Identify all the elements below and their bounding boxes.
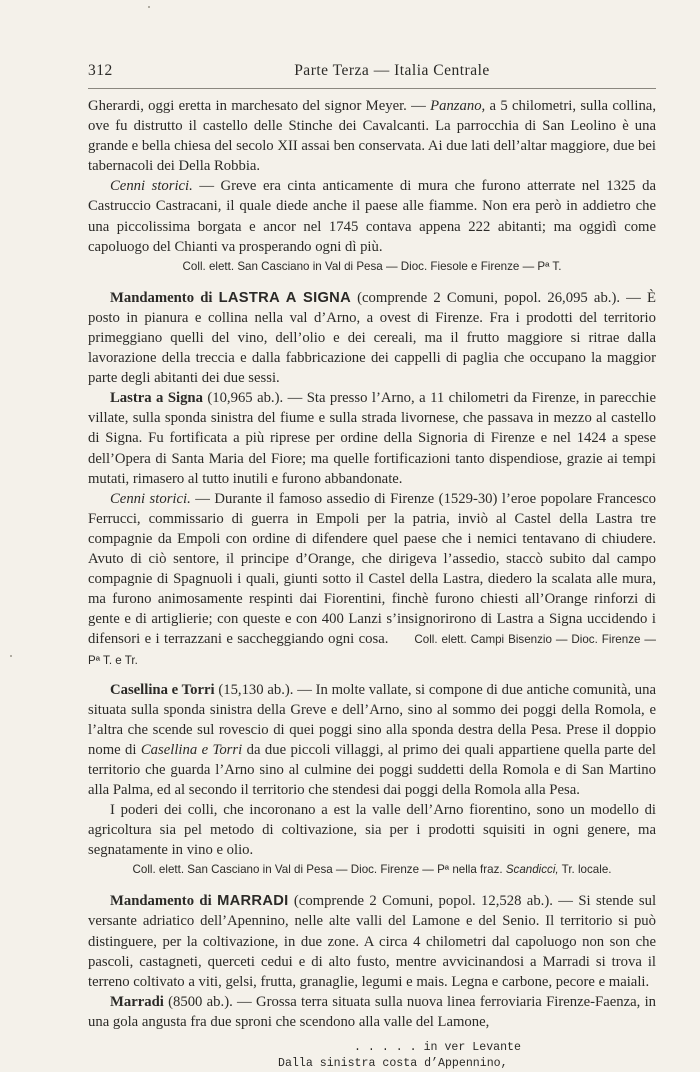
paper-speck [10,655,12,657]
running-title: Parte Terza — Italia Centrale [294,62,490,79]
cenni-storici-label: Cenni storici. [110,178,193,195]
header-rule [88,88,656,89]
paragraph-greve-end: Gherardi, oggi eretta in marchesato del signor Meyer. — Panzano, a 5 chilometri, sulla collina, ove fu distrutto il castello delle Stinche dei Cavalcanti. La parrocchia di San Leolino è una grande e bella chiesa del secolo XII assai ben conservata. Ai due lati dell’altar maggiore, due bei tabernacoli dei Della Robbia. [88,98,656,175]
page-header [88,62,656,80]
page-number: 312 [88,62,113,79]
paragraph-casellina: Casellina e Torri (15,130 ab.). — In molte vallate, si compone di due antiche comunità, una situata sulla sponda sinistra della Greve e dell’Arno, sino al sommo dei poggi della Romola, e l’altra che scende sul rovescio di quei poggi sino alla sponda destra della Pesa. Prese il doppio nome di Casellina e Torri da due piccoli villaggi, al primo dei quali appartiene quella parte del territorio che guarda l’Arno sino al culmine dei poggi suddetti della Romola e di San Martino alla Palma, ed al secondo il territorio che stendesi dai poggi della Romola alla Pesa. [88,681,657,798]
cenni-storici-label: Cenni storici. [110,490,191,507]
mandamento-name: LASTRA A SIGNA [218,289,351,306]
collegio-line-lastra: Coll. elett. Campi Bisenzio — Dioc. Firenze — Pª T. e Tr. [88,633,656,668]
paper-speck [148,6,150,8]
verse-line: . . . . . in ver Levante [354,1041,521,1055]
verse-quote [88,1040,656,1072]
paragraph-marradi: Marradi (8500 ab.). — Grossa terra situata sulla nuova linea ferroviaria Firenze-Faenza, in una gola angusta fra due sproni che scendono alla valle del Lamone, [88,993,656,1030]
paragraph-mandamento-marradi: Mandamento di MARRADI (comprende 2 Comuni, popol. 12,528 ab.). — Si stende sul versante adriatico dell’Apennino, nelle alte valli del Lamone e del Senio. Il territorio si può distinguere, per la coltivazione, in due zone. A circa 4 chilometri dal capoluogo non son che pascoli, castagneti, querceti cedui e di alto fusto, mentre avvicinandosi a Marradi si trova il terreno coltivato a viti, gelsi, frutta, granaglie, legumi e mais. Legna e carbone, pecore e maiali. [88,893,657,990]
paragraph-lastra-storici: Cenni storici. — Durante il famoso assedio di Firenze (1529-30) l’eroe popolare Francesco Ferrucci, commissario di guerra in Empoli per la patria, inviò al Castel della Lastra tre compagnie da Empoli con ordine di difendere quel paese che i nemici tentavano di chiudere. Avuto di ciò sentore, il principe d’Orange, che dirigeva l’assedio, staccò subito dal campo compagnie di Spagnuoli i quali, giunti sotto il Castel della Lastra, diedero la scalata alle mura, ma furono animosamente respinti dai Fiorentini, finchè furono chiesti all’Orange rinforzi di gente e di artiglierie; con queste e con 400 Lanzi s’insignorirono di Lastra a Signa uccidendo i difensori e i terrazzani e saccheggiando ogni cosa. Coll. elett. Campi Bisenzio — Dioc. Firenze — Pª T. e Tr. [88,490,657,668]
collegio-line-greve: Coll. elett. San Casciano in Val di Pesa — Dioc. Fiesole e Firenze — Pª T. [182,259,562,273]
mandamento-name: MARRADI [217,893,289,910]
place-name: Lastra a Signa [110,390,203,407]
place-name: Casellina e Torri [110,681,215,698]
paragraph-greve-storici: Cenni storici. — Greve era cinta anticamente di mura che furono atterrate nel 1325 da Castruccio Castracani, il quale diede anche il paese alle fiamme. Non era però in addietro che una piccolissima borgata e ancor nel 1745 contava appena 222 abitanti; ma oggidì come capoluogo del Chianti va prosperando ogni dì più. [88,178,656,255]
verse-line: Dalla sinistra costa d’Appennino, [278,1057,508,1071]
collegio-line-casellina: Coll. elett. San Casciano in Val di Pesa — Dioc. Firenze — Pª nella fraz. Scandicci, Tr. locale. [132,863,612,877]
paragraph-mandamento-lastra: Mandamento di LASTRA A SIGNA (comprende 2 Comuni, popol. 26,095 ab.). — È posto in pianura e collina nella val d’Arno, a ovest di Firenze. Fra i prodotti del territorio primeggiano quelli del vino, dell’olio e dei cereali, ma il frutto maggiore si ritrae dalla lavorazione della treccia e dalla fabbricazione dei cappelli di paglia che occupano la maggior parte degli abitanti dei due sessi. [88,289,656,387]
page-body [88,96,656,1072]
paragraph-lastra: Lastra a Signa (10,965 ab.). — Sta presso l’Arno, a 11 chilometri da Firenze, in parecchie villate, sulla sponda sinistra del fiume e sulla strada livornese, che passava in mezzo al castello di Signa. Fu fortificata a più riprese per ordine della Signoria di Firenze e nel 1424 a spese dell’Opera di Santa Maria del Fiore; ma quelle fortificazioni tanto dispendiose, grazie ai tempi mutati, rimasero al tutto inutili e furono abbandonate. [88,390,656,487]
panzano-italic: Panzano, [430,98,486,114]
place-name: Marradi [110,993,164,1010]
paragraph-casellina-poderi: I poderi dei colli, che incoronano a est la valle dell’Arno fiorentino, sono un modello di agricoltura sia pel metodo di coltivazione, sia per i prodotti squisiti in ogni genere, ma segnatamente in vino e olio. [88,802,656,859]
